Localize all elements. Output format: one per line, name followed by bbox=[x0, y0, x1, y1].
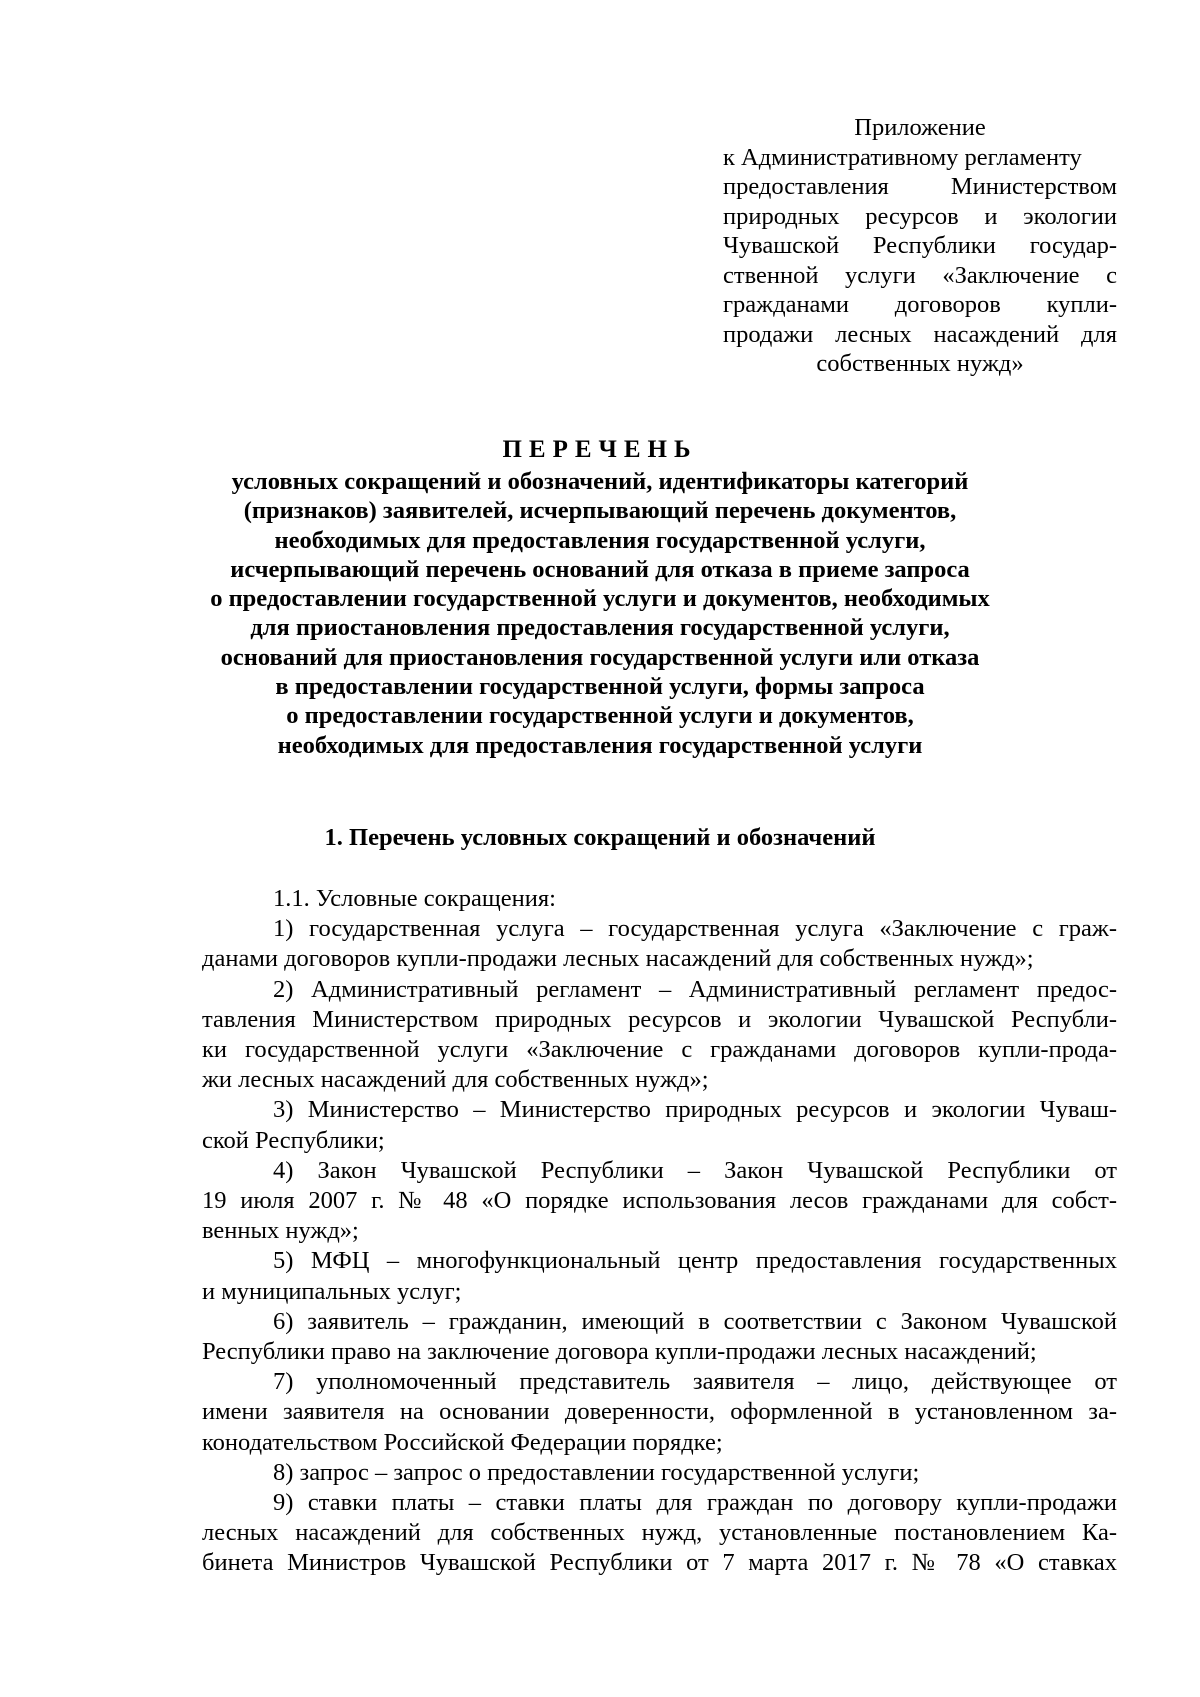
appendix-line: к Административному регламенту bbox=[723, 143, 1082, 171]
document-title: ПЕРЕЧЕНЬ bbox=[502, 436, 698, 463]
list-item-line: 5) МФЦ – многофункциональный центр предоставления государственных bbox=[273, 1247, 1117, 1275]
list-item-line: 1) государственная услуга – государственная услуга «Заключение с граж- bbox=[273, 915, 1117, 943]
list-item-line: лесных насаждений для собственных нужд, установленные постановлением Ка- bbox=[202, 1519, 1117, 1547]
subtitle-line: (признаков) заявителей, исчерпывающий перечень документов, bbox=[243, 497, 957, 525]
list-item-line: и муниципальных услуг; bbox=[202, 1277, 462, 1305]
list-item-line: ки государственной услуги «Заключение с гражданами договоров купли-прода- bbox=[202, 1036, 1117, 1064]
appendix-tail: собственных нужд» bbox=[816, 350, 1024, 377]
section-body bbox=[202, 884, 1117, 1579]
list-item-line: 4) Закон Чувашской Республики – Закон Чувашской Республики от bbox=[273, 1156, 1117, 1184]
list-item-line: 2) Административный регламент – Административный регламент предос- bbox=[273, 975, 1117, 1003]
subtitle-line: оснований для приостановления государственной услуги или отказа bbox=[220, 643, 980, 671]
subtitle-line: для приостановления предоставления государственной услуги, bbox=[250, 614, 950, 642]
list-item-line: конодательством Российской Федерации порядке; bbox=[202, 1428, 723, 1456]
subtitle-line: условных сокращений и обозначений, идентификаторы категорий bbox=[231, 468, 969, 495]
list-item-line: данами договоров купли-продажи лесных насаждений для собственных нужд»; bbox=[202, 945, 1034, 973]
appendix-body bbox=[723, 143, 1117, 350]
appendix-line: предоставления Министерством bbox=[723, 173, 1117, 200]
list-item-line: 3) Министерство – Министерство природных ресурсов и экологии Чуваш- bbox=[273, 1096, 1117, 1124]
appendix-line: природных ресурсов и экологии bbox=[723, 202, 1117, 230]
subtitle-line: необходимых для предоставления государственной услуги bbox=[277, 731, 923, 759]
list-item-line: имени заявителя на основании доверенности, оформленной в установленном за- bbox=[202, 1398, 1117, 1426]
document-subtitle bbox=[130, 467, 1070, 760]
subtitle-line: исчерпывающий перечень оснований для отказа в приеме запроса bbox=[230, 555, 970, 583]
subtitle-line: необходимых для предоставления государственной услуги, bbox=[274, 526, 926, 554]
list-item-line: 6) заявитель – гражданин, имеющий в соответствии с Законом Чувашской bbox=[273, 1307, 1117, 1335]
list-item-line: ской Республики; bbox=[202, 1126, 385, 1154]
list-item-line: 7) уполномоченный представитель заявителя – лицо, действующее от bbox=[273, 1368, 1117, 1396]
list-item-line: 9) ставки платы – ставки платы для граждан по договору купли-продажи bbox=[273, 1489, 1117, 1517]
subtitle-line: о предоставлении государственной услуги и документов, необходимых bbox=[210, 585, 990, 613]
list-item-line: Республики право на заключение договора купли-продажи лесных насаждений; bbox=[202, 1338, 1037, 1366]
appendix-line: ственной услуги «Заключение с bbox=[723, 261, 1117, 289]
list-item-line: 19 июля 2007 г. № 48 «О порядке использования лесов гражданами для собст- bbox=[202, 1187, 1117, 1215]
appendix-block bbox=[723, 113, 1117, 379]
section-heading: 1. Перечень условных сокращений и обозначений bbox=[324, 824, 876, 851]
subsection-heading: 1.1. Условные сокращения: bbox=[273, 885, 556, 912]
list-item-line: венных нужд»; bbox=[202, 1217, 359, 1245]
list-item-line: жи лесных насаждений для собственных нужд»; bbox=[202, 1066, 709, 1094]
appendix-title: Приложение bbox=[854, 114, 986, 141]
list-item-line: тавления Министерством природных ресурсов и экологии Чувашской Республи- bbox=[202, 1005, 1117, 1033]
list-item-line: бинета Министров Чувашской Республики от 7 марта 2017 г. № 78 «О ставках bbox=[202, 1549, 1117, 1577]
subtitle-line: в предоставлении государственной услуги, формы запроса bbox=[275, 673, 925, 701]
appendix-line: продажи лесных насаждений для bbox=[723, 320, 1117, 348]
document-title-block bbox=[130, 435, 1070, 760]
appendix-line: Чувашской Республики государ- bbox=[723, 232, 1117, 259]
appendix-line: гражданами договоров купли- bbox=[723, 291, 1117, 318]
list-item-line: 8) запрос – запрос о предоставлении государственной услуги; bbox=[273, 1458, 920, 1486]
subtitle-line: о предоставлении государственной услуги и документов, bbox=[286, 702, 914, 730]
